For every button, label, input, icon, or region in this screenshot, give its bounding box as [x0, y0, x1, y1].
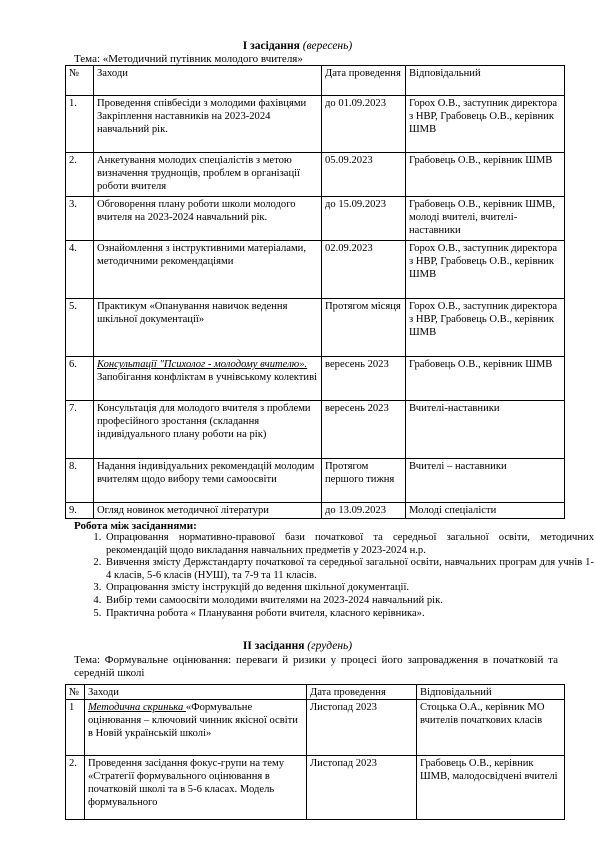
- table-row: [66, 96, 565, 153]
- row-activity: Проведення співбесіди з молодими фахівцями Закріплення наставників на 2023-2024 навчальний рік.: [94, 96, 322, 153]
- row-responsible: Вчителі-наставники: [406, 401, 565, 459]
- row-responsible: Молоді спеціалісти: [406, 503, 565, 519]
- row-responsible: Вчителі – наставники: [406, 459, 565, 503]
- table-header-row: [66, 685, 565, 700]
- row-number: 3.: [66, 197, 94, 241]
- table-row: [66, 401, 565, 459]
- row-activity: Консультація для молодого вчителя з проблеми професійного зростання (складання індивідуального плану роботи на рік): [94, 401, 322, 459]
- row-date: до 13.09.2023: [322, 503, 406, 519]
- row-activity: Анкетування молодих спеціалістів з метою визначення труднощів, проблем в організації роботи вчителя: [94, 153, 322, 197]
- table-header-row: [66, 66, 565, 96]
- row-responsible: Грабовець О.В., керівник ШМВ, молоді вчителі, вчителі-наставники: [406, 197, 565, 241]
- section1-table: [65, 65, 565, 519]
- row-number: 7.: [66, 401, 94, 459]
- header-cell: Дата проведення: [307, 685, 417, 700]
- list-item: 1. Опрацювання нормативно-правової бази початкової та середньої загальної освіти, методичних рекомендацій щодо викладання навчальних предметів у 2023-2024 н.р.: [104, 532, 594, 557]
- row-number: 5.: [66, 299, 94, 357]
- table-row: [66, 756, 565, 820]
- table-row: [66, 241, 565, 299]
- header-cell: Відповідальний: [406, 66, 565, 96]
- table-row: [66, 153, 565, 197]
- row-responsible: Стоцька О.А., керівник МО вчителів початкових класів: [417, 700, 565, 756]
- between-meetings-title: Робота між засіданнями:: [74, 520, 197, 532]
- list-item: 3. Опрацювання змісту інструкцій до ведення шкільної документації.: [104, 582, 594, 595]
- consultation-title: Консультації "Психолог - молодому вчителю».: [97, 359, 308, 370]
- row-activity: Практикум «Опанування навичок ведення шкільної документації»: [94, 299, 322, 357]
- table-row: [66, 299, 565, 357]
- table-row: [66, 357, 565, 401]
- row-activity: Проведення засідання фокус-групи на тему «Стратегії формувального оцінювання в початковій школі та в 5-6 класах. Модель формувального: [85, 756, 307, 820]
- row-number: 6.: [66, 357, 94, 401]
- section1-topic: Тема: «Методичний путівник молодого вчителя»: [74, 53, 303, 65]
- header-cell: №: [66, 66, 94, 96]
- section1-title: I засідання (вересень): [242, 40, 353, 52]
- row-date: Протягом місяця: [322, 299, 406, 357]
- row-responsible: Горох О.В., заступник директора з НВР, Грабовець О.В., керівник ШМВ: [406, 299, 565, 357]
- section2-table: [65, 684, 565, 820]
- table-row: [66, 700, 565, 756]
- row-responsible: Грабовець О.В., керівник ШМВ, малодосвідчені вчителі: [417, 756, 565, 820]
- header-cell: Відповідальний: [417, 685, 565, 700]
- list-item: 5. Практична робота « Планування роботи вчителя, класного керівника».: [104, 608, 594, 621]
- between-meetings-list: [74, 532, 594, 620]
- section2-title: II засідання (грудень): [242, 640, 353, 652]
- row-date: Листопад 2023: [307, 756, 417, 820]
- row-date: Листопад 2023: [307, 700, 417, 756]
- row-date: 02.09.2023: [322, 241, 406, 299]
- list-item: 2. Вивчення змісту Держстандарту початкової та середньої загальної освіти, навчальних програм для учнів 1-4 класів, 5-6 класів (НУШ), та 7-9 та 11 класів.: [104, 557, 594, 582]
- table-row: [66, 197, 565, 241]
- row-date: до 01.09.2023: [322, 96, 406, 153]
- row-activity: Ознайомлення з інструктивними матеріалами, методичними рекомендаціями: [94, 241, 322, 299]
- row-date: до 15.09.2023: [322, 197, 406, 241]
- section2-topic: Тема: Формувальне оцінювання: переваги й ризики у процесі його запровадження в початковій та середній школі: [74, 654, 558, 679]
- list-item: 4. Вибір теми самоосвіти молодими вчителями на 2023-2024 навчальний рік.: [104, 595, 594, 608]
- row-number: 8.: [66, 459, 94, 503]
- table-row: [66, 503, 565, 519]
- row-number: 1: [66, 700, 85, 756]
- row-responsible: Грабовець О.В., керівник ШМВ: [406, 153, 565, 197]
- header-cell: Заходи: [94, 66, 322, 96]
- row-number: 4.: [66, 241, 94, 299]
- header-cell: Заходи: [85, 685, 307, 700]
- row-date: 05.09.2023: [322, 153, 406, 197]
- table-row: [66, 459, 565, 503]
- row-number: 2.: [66, 756, 85, 820]
- row-activity: Надання індивідуальних рекомендацій молодим вчителям щодо вибору теми самоосвіти: [94, 459, 322, 503]
- header-cell: №: [66, 685, 85, 700]
- row-number: 2.: [66, 153, 94, 197]
- header-cell: Дата проведення: [322, 66, 406, 96]
- row-date: Протягом першого тижня: [322, 459, 406, 503]
- row-responsible: Горох О.В., заступник директора з НВР, Грабовець О.В., керівник ШМВ: [406, 241, 565, 299]
- row-date: вересень 2023: [322, 357, 406, 401]
- row-number: 1.: [66, 96, 94, 153]
- row-responsible: Грабовець О.В., керівник ШМВ: [406, 357, 565, 401]
- row-responsible: Горох О.В., заступник директора з НВР, Грабовець О.В., керівник ШМВ: [406, 96, 565, 153]
- row-activity: Консультації "Психолог - молодому вчителю». Запобігання конфліктам в учнівському колективі: [94, 357, 322, 401]
- row-activity: Методична скринька «Формувальне оцінювання – ключовий чинник якісної освіти в Новій українській школі»: [85, 700, 307, 756]
- row-activity: Обговорення плану роботи школи молодого вчителя на 2023-2024 навчальний рік.: [94, 197, 322, 241]
- row-number: 9.: [66, 503, 94, 519]
- method-box-title: Методична скринька: [88, 702, 186, 713]
- row-date: вересень 2023: [322, 401, 406, 459]
- row-activity: Огляд новинок методичної літератури: [94, 503, 322, 519]
